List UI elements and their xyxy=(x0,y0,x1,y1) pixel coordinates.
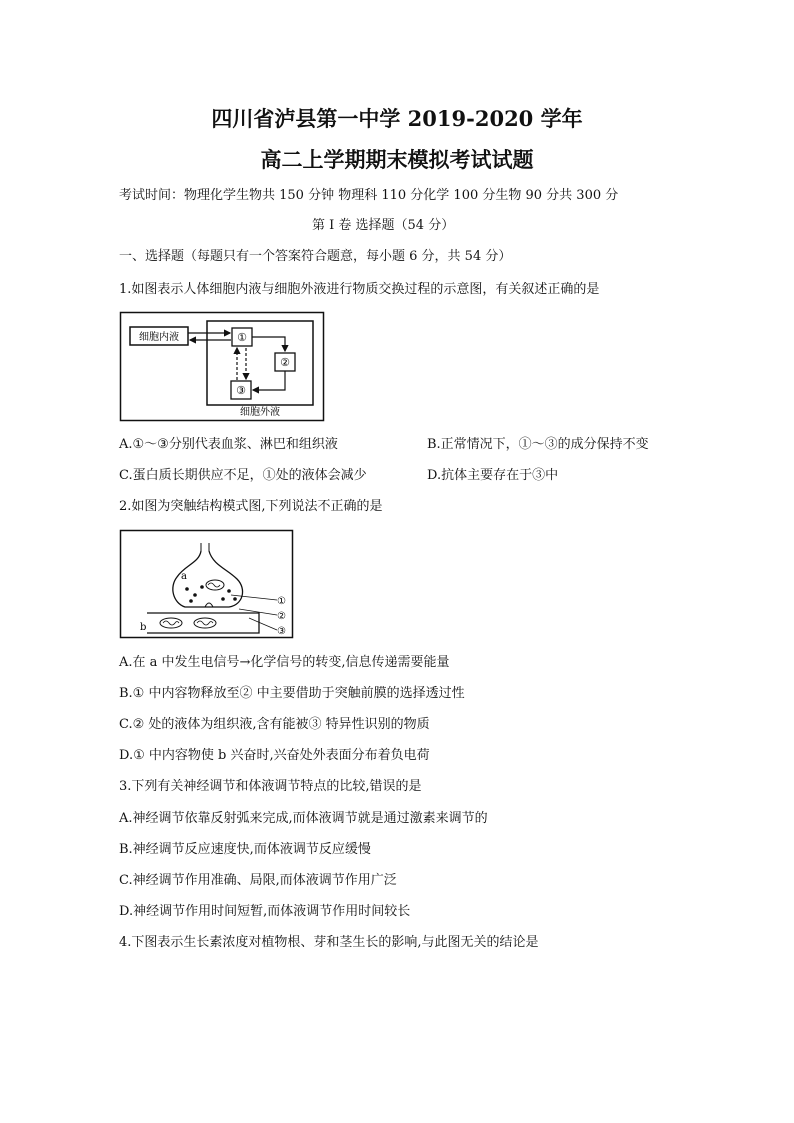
label-a: a xyxy=(181,571,187,582)
q3-option-c: C.神经调节作用准确、局限,而体液调节作用广泛 xyxy=(119,873,397,888)
q1-option-c: C.蛋白质长期供应不足，①处的液体会减少 xyxy=(119,468,367,483)
q1-figure xyxy=(119,311,325,423)
intracellular-label: 细胞内液 xyxy=(139,332,179,343)
q2-figure xyxy=(119,529,294,639)
q3-stem: 3.下列有关神经调节和体液调节特点的比较,错误的是 xyxy=(119,779,422,794)
label-3: ③ xyxy=(277,626,286,637)
box-1-label: ① xyxy=(237,331,247,344)
q4-stem: 4.下图表示生长素浓度对植物根、芽和茎生长的影响,与此图无关的结论是 xyxy=(119,935,539,950)
q2-option-c: C.② 处的液体为组织液,含有能被③ 特异性识别的物质 xyxy=(119,717,430,732)
synapse-diagram xyxy=(119,529,294,639)
extracellular-label: 细胞外液 xyxy=(240,407,280,418)
label-1: ① xyxy=(277,596,286,607)
label-2: ② xyxy=(277,611,286,622)
box-3-label: ③ xyxy=(236,384,246,397)
q3-option-d: D.神经调节作用时间短暂,而体液调节作用时间较长 xyxy=(119,904,411,919)
q1-option-b: B.正常情况下，①～③的成分保持不变 xyxy=(427,437,649,452)
q2-option-b: B.① 中内容物释放至② 中主要借助于突触前膜的选择透过性 xyxy=(119,686,465,701)
q1-option-a: A.①～③分别代表血浆、淋巴和组织液 xyxy=(119,437,338,452)
q3-option-b: B.神经调节反应速度快,而体液调节反应缓慢 xyxy=(119,842,371,857)
q2-option-a: A.在 a 中发生电信号→化学信号的转变,信息传递需要能量 xyxy=(119,655,450,670)
label-b: b xyxy=(140,622,147,633)
q3-option-a: A.神经调节依靠反射弧来完成,而体液调节就是通过激素来调节的 xyxy=(119,811,488,826)
part-header: 一、选择题（每题只有一个答案符合题意，每小题 6 分，共 54 分） xyxy=(119,249,512,264)
extracellular-box xyxy=(207,321,313,405)
q1-diagram xyxy=(119,311,325,423)
box-2-label: ② xyxy=(280,356,290,369)
section-header: 第 I 卷 选择题（54 分） xyxy=(312,218,455,233)
title-line-2: 高二上学期期末模拟考试试题 xyxy=(260,147,534,172)
q1-option-d: D.抗体主要存在于③中 xyxy=(427,468,559,483)
exam-info: 考试时间：物理化学生物共 150 分钟 物理科 110 分化学 100 分生物 90 分共 300 分 xyxy=(119,188,619,203)
title-line-1: 四川省泸县第一中学 2019-2020 学年 xyxy=(211,106,583,131)
q2-stem: 2.如图为突触结构模式图,下列说法不正确的是 xyxy=(119,499,383,514)
q1-stem: 1.如图表示人体细胞内液与细胞外液进行物质交换过程的示意图，有关叙述正确的是 xyxy=(119,282,600,297)
q2-option-d: D.① 中内容物使 b 兴奋时,兴奋处外表面分布着负电荷 xyxy=(119,748,430,763)
